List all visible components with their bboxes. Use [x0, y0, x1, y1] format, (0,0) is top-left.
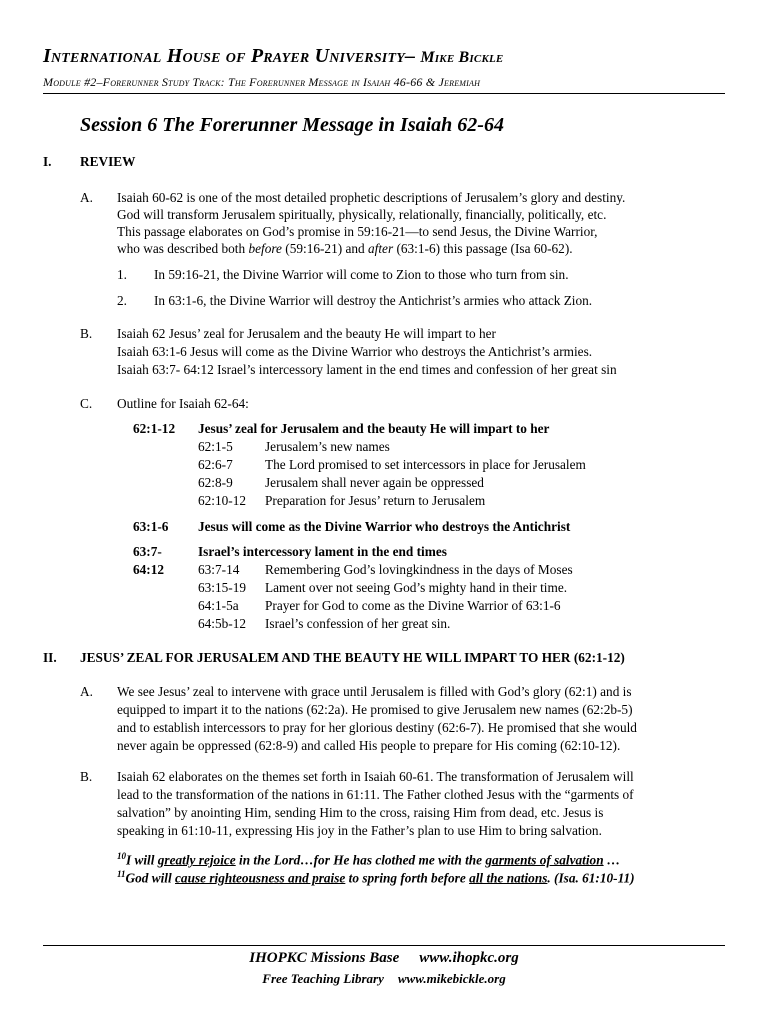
outline-subtext: Jerusalem shall never again be oppressed — [265, 475, 484, 490]
paragraph-line: salvation” by anointing Him, sending Him to the cross, raising Him from dead, etc. Jesus is — [117, 805, 604, 820]
outline-subtext: The Lord promised to set intercessors in place for Jerusalem — [265, 457, 586, 472]
paragraph-line: and to establish intercessors to pray for her glorious destiny (62:6-7). He promised that she would — [117, 720, 637, 735]
outline-subref: 64:5b-12 — [198, 616, 247, 631]
outline-subtext: Israel’s confession of her great sin. — [265, 616, 451, 631]
item-label: C. — [80, 396, 93, 411]
outline-subref: 62:10-12 — [198, 493, 247, 508]
verse-number: 11 — [117, 869, 126, 879]
underlined-phrase: all the nations — [469, 870, 548, 886]
outline-ref: 62:1-12 — [133, 421, 176, 436]
header-author: Mike Bickle — [420, 49, 504, 66]
section-2-heading: JESUS’ ZEAL FOR JERUSALEM AND THE BEAUTY HE WILL IMPART TO HER (62:1-12) — [80, 650, 625, 665]
footer-rule — [43, 945, 725, 946]
item-label: B. — [80, 769, 93, 784]
subitem-number: 1. — [117, 267, 127, 282]
outline-subtext: Jerusalem’s new names — [265, 439, 390, 454]
paragraph-line: Isaiah 63:1-6 Jesus will come as the Divine Warrior who destroys the Antichrist’s armies. — [117, 344, 593, 359]
footer-org: IHOPKC Missions Base — [249, 950, 400, 966]
underlined-phrase: cause righteousness and praise — [175, 870, 346, 886]
paragraph-line: Isaiah 63:7- 64:12 Israel’s intercessory lament in the end times and confession of her great sin — [117, 362, 617, 377]
footer-url-ihopkc[interactable]: www.ihopkc.org — [419, 950, 519, 966]
outline-subref: 64:1-5a — [198, 598, 239, 613]
outline-ref: 63:7- — [133, 544, 162, 559]
paragraph-line: Isaiah 60-62 is one of the most detailed prophetic descriptions of Jerusalem’s glory and destiny. — [117, 190, 626, 205]
outline-title: Jesus’ zeal for Jerusalem and the beauty He will impart to her — [198, 421, 550, 436]
text-run: I will — [126, 852, 158, 868]
emphasis-before: before — [248, 241, 282, 256]
footer-line-2 — [0, 971, 768, 987]
outline-ref: 64:12 — [133, 562, 165, 577]
outline-subref: 62:8-9 — [198, 475, 233, 490]
section-2-number: II. — [43, 650, 57, 665]
paragraph-line — [117, 240, 573, 258]
scripture-quote — [117, 865, 635, 887]
outline-subref: 63:7-14 — [198, 562, 240, 577]
text-run: . (Isa. 61:10-11) — [547, 870, 635, 886]
text-run: in the Lord…for He has clothed me with the — [235, 852, 486, 868]
outline-intro: Outline for Isaiah 62-64: — [117, 396, 249, 411]
outline-ref: 63:1-6 — [133, 519, 169, 534]
subitem-text: In 59:16-21, the Divine Warrior will come to Zion to those who turn from sin. — [154, 267, 569, 282]
text-run: (59:16-21) and — [281, 241, 368, 256]
item-label: A. — [80, 684, 93, 699]
item-label: B. — [80, 326, 93, 341]
header-rule — [43, 93, 725, 94]
text-run: (63:1-6) this passage (Isa 60-62). — [393, 241, 573, 256]
outline-subtext: Remembering God’s lovingkindness in the days of Moses — [265, 562, 573, 577]
emphasis-after: after — [368, 241, 394, 256]
outline-subtext: Preparation for Jesus’ return to Jerusalem — [265, 493, 486, 508]
paragraph-line: Isaiah 62 Jesus’ zeal for Jerusalem and the beauty He will impart to her — [117, 326, 496, 341]
outline-title: Israel’s intercessory lament in the end times — [198, 544, 447, 559]
header-title-dash: – — [404, 45, 421, 67]
header-title-main: International House of Prayer University — [43, 45, 405, 67]
outline-subtext: Prayer for God to come as the Divine Warrior of 63:1-6 — [265, 598, 561, 613]
outline-title: Jesus will come as the Divine Warrior who destroys the Antichrist — [198, 519, 571, 534]
subitem-text: In 63:1-6, the Divine Warrior will destroy the Antichrist’s armies who attack Zion. — [154, 293, 593, 308]
paragraph-line: never again be oppressed (62:8-9) and called His people to prepare for His coming (62:10-12). — [117, 738, 621, 753]
outline-subref: 62:1-5 — [198, 439, 233, 454]
outline-subref: 63:15-19 — [198, 580, 247, 595]
section-1-heading: REVIEW — [80, 154, 136, 169]
paragraph-line: lead to the transformation of the nations in 61:11. The Father clothed Jesus with the “garments of — [117, 787, 634, 802]
paragraph-line: God will transform Jerusalem spiritually, physically, relationally, financially, politically, etc. — [117, 207, 607, 222]
verse-number: 10 — [117, 851, 126, 861]
underlined-phrase: garments of salvation — [485, 852, 604, 868]
footer-url-mikebickle[interactable]: www.mikebickle.org — [397, 971, 506, 986]
section-1-number: I. — [43, 154, 52, 169]
text-run: … — [603, 852, 621, 868]
outline-subtext: Lament over not seeing God’s mighty hand in their time. — [265, 580, 568, 595]
underlined-phrase: greatly rejoice — [157, 852, 236, 868]
paragraph-line: Isaiah 62 elaborates on the themes set forth in Isaiah 60-61. The transformation of Jerusalem will — [117, 769, 634, 784]
page-header-title — [43, 45, 503, 68]
text-run: who was described both — [117, 241, 249, 256]
text-run: to spring forth before — [345, 870, 470, 886]
paragraph-line: This passage elaborates on God’s promise in 59:16-21—to send Jesus, the Divine Warrior, — [117, 224, 598, 239]
item-label: A. — [80, 190, 93, 205]
outline-subref: 62:6-7 — [198, 457, 233, 472]
session-title: Session 6 The Forerunner Message in Isaiah 62-64 — [80, 114, 504, 136]
text-run: God will — [125, 870, 176, 886]
paragraph-line: equipped to impart it to the nations (62:2a). He promised to give Jerusalem new names (62:2b-5) — [117, 702, 633, 717]
subitem-number: 2. — [117, 293, 127, 308]
paragraph-line: speaking in 61:10-11, expressing His joy in the Father’s plan to use Him to bring salvation. — [117, 823, 602, 838]
paragraph-line: We see Jesus’ zeal to intervene with grace until Jerusalem is filled with God’s glory (62:1) and is — [117, 684, 632, 699]
footer-library: Free Teaching Library — [262, 971, 384, 986]
page-header-module: Module #2–Forerunner Study Track: The Forerunner Message in Isaiah 46-66 & Jeremiah — [43, 75, 481, 89]
footer-line-1 — [0, 950, 768, 967]
